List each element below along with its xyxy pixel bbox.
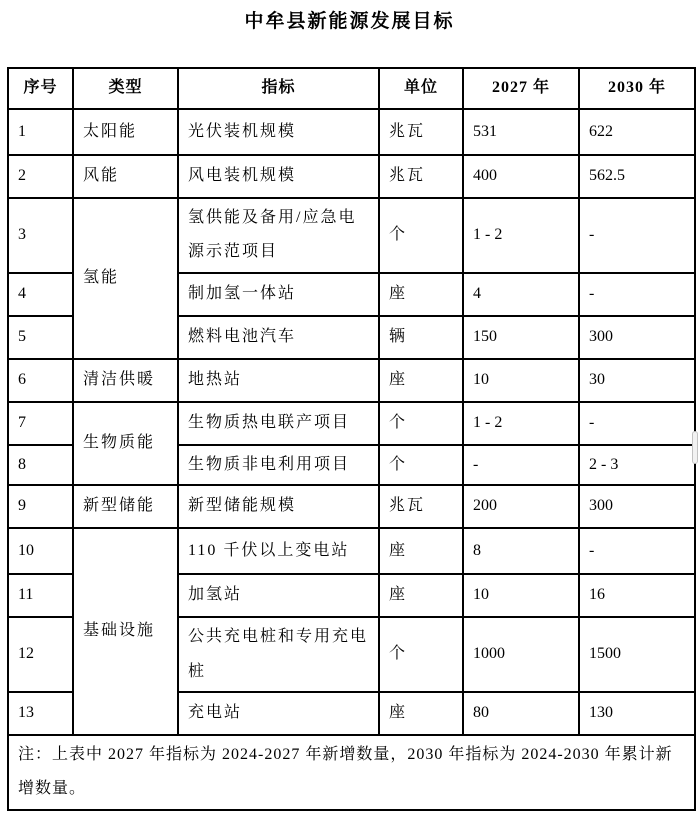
header-cell-no: 序号	[8, 68, 73, 109]
cell-indicator: 风电装机规模	[178, 155, 379, 198]
cell-no: 10	[8, 528, 73, 574]
cell-2030: -	[579, 198, 695, 273]
cell-no: 11	[8, 574, 73, 617]
cell-unit: 兆瓦	[379, 109, 463, 155]
cell-no: 8	[8, 445, 73, 485]
cell-2030: 300	[579, 316, 695, 359]
energy-targets-table	[7, 67, 696, 811]
cell-no: 4	[8, 273, 73, 316]
cell-no: 7	[8, 402, 73, 445]
cell-no: 3	[8, 198, 73, 273]
cell-unit: 兆瓦	[379, 485, 463, 528]
cell-2030: 562.5	[579, 155, 695, 198]
cell-2027: 8	[463, 528, 579, 574]
cell-no: 1	[8, 109, 73, 155]
header-cell-indicator: 指标	[178, 68, 379, 109]
cell-2027: 531	[463, 109, 579, 155]
cell-2030: 1500	[579, 617, 695, 692]
cell-no: 12	[8, 617, 73, 692]
cell-2027: -	[463, 445, 579, 485]
cell-2030: -	[579, 528, 695, 574]
cell-unit: 座	[379, 692, 463, 735]
table-row	[8, 485, 695, 528]
cell-no: 13	[8, 692, 73, 735]
cell-indicator: 公共充电桩和专用充电桩	[178, 617, 379, 692]
cell-2030: -	[579, 402, 695, 445]
cell-2027: 10	[463, 359, 579, 402]
cell-no: 6	[8, 359, 73, 402]
header-cell-type: 类型	[73, 68, 178, 109]
cell-unit: 个	[379, 445, 463, 485]
table-note-row	[8, 735, 695, 810]
cell-indicator: 燃料电池汽车	[178, 316, 379, 359]
cell-unit: 座	[379, 359, 463, 402]
cell-type: 新型储能	[73, 485, 178, 528]
cell-2027: 4	[463, 273, 579, 316]
cell-2030: 16	[579, 574, 695, 617]
cell-no: 2	[8, 155, 73, 198]
cell-2027: 1 - 2	[463, 402, 579, 445]
cell-2030: 300	[579, 485, 695, 528]
cell-indicator: 新型储能规模	[178, 485, 379, 528]
cell-2030: 622	[579, 109, 695, 155]
scrollbar-thumb[interactable]	[692, 431, 698, 464]
cell-unit: 个	[379, 198, 463, 273]
table-row	[8, 155, 695, 198]
cell-indicator: 光伏装机规模	[178, 109, 379, 155]
cell-unit: 辆	[379, 316, 463, 359]
cell-2027: 150	[463, 316, 579, 359]
cell-indicator: 充电站	[178, 692, 379, 735]
cell-unit: 座	[379, 574, 463, 617]
cell-2030: 30	[579, 359, 695, 402]
cell-2027: 1 - 2	[463, 198, 579, 273]
cell-type-infrastructure: 基础设施	[73, 528, 178, 735]
cell-type-biomass: 生物质能	[73, 402, 178, 485]
cell-2027: 10	[463, 574, 579, 617]
cell-indicator: 制加氢一体站	[178, 273, 379, 316]
table-row	[8, 109, 695, 155]
cell-2027: 1000	[463, 617, 579, 692]
cell-unit: 兆瓦	[379, 155, 463, 198]
header-cell-unit: 单位	[379, 68, 463, 109]
cell-indicator: 生物质非电利用项目	[178, 445, 379, 485]
table-row	[8, 198, 695, 273]
cell-type-hydrogen: 氢能	[73, 198, 178, 359]
table-row	[8, 359, 695, 402]
cell-no: 9	[8, 485, 73, 528]
cell-unit: 座	[379, 273, 463, 316]
cell-type: 清洁供暖	[73, 359, 178, 402]
note-cell: 注：上表中 2027 年指标为 2024-2027 年新增数量，2030 年指标为 2024-2030 年累计新增数量。	[8, 735, 695, 810]
cell-unit: 个	[379, 402, 463, 445]
cell-indicator: 加氢站	[178, 574, 379, 617]
cell-2030: 2 - 3	[579, 445, 695, 485]
page-title: 中牟县新能源发展目标	[244, 11, 455, 32]
header-cell-2030: 2030 年	[579, 68, 695, 109]
cell-indicator: 生物质热电联产项目	[178, 402, 379, 445]
cell-type: 风能	[73, 155, 178, 198]
cell-indicator: 110 千伏以上变电站	[178, 528, 379, 574]
cell-2030: 130	[579, 692, 695, 735]
cell-2027: 80	[463, 692, 579, 735]
cell-2030: -	[579, 273, 695, 316]
cell-unit: 个	[379, 617, 463, 692]
table-row	[8, 402, 695, 445]
header-cell-2027: 2027 年	[463, 68, 579, 109]
cell-indicator: 氢供能及备用/应急电源示范项目	[178, 198, 379, 273]
cell-indicator: 地热站	[178, 359, 379, 402]
table-row	[8, 528, 695, 574]
cell-2027: 400	[463, 155, 579, 198]
table-header-row	[8, 68, 695, 109]
cell-type: 太阳能	[73, 109, 178, 155]
cell-unit: 座	[379, 528, 463, 574]
cell-2027: 200	[463, 485, 579, 528]
cell-no: 5	[8, 316, 73, 359]
